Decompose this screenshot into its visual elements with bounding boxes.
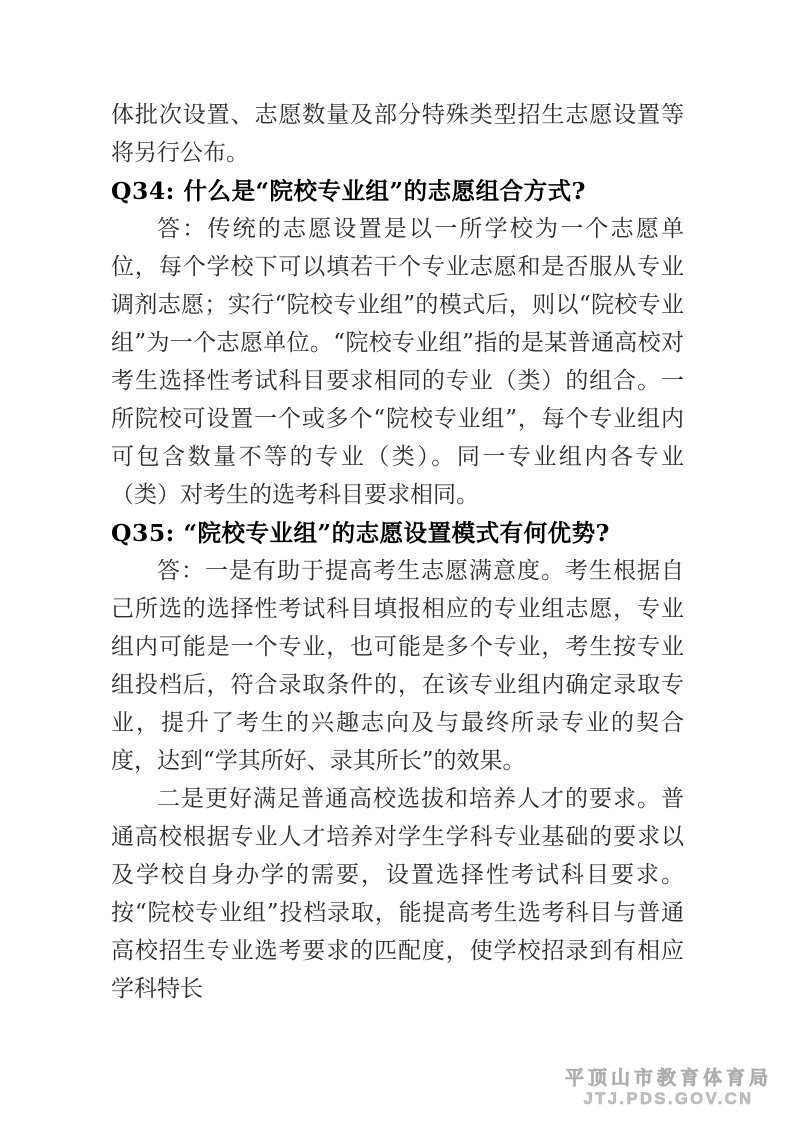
watermark-website-url: JTJ.PDS.GOV.CN: [583, 1090, 754, 1108]
question-q34-heading: Q34: 什么是“院校专业组”的志愿组合方式?: [111, 177, 586, 205]
watermark-agency-name: 平顶山市教育体育局: [564, 1067, 772, 1089]
paragraph-continued-from-previous-page: 体批次设置、志愿数量及部分特殊类型招生志愿设置等将另行公布。: [111, 102, 684, 166]
answer-q35-paragraph-2: 二是更好满足普通高校选拔和培养人才的要求。普通高校根据专业人才培养对学生学科专业基础的要求以及学校自身办学的需要，设置选择性考试科目要求。按“院校专业组”投档录取，能提高考生选考科目与普通高校招生专业选考要求的匹配度，使学校招录到有相应学科特长: [111, 786, 684, 1002]
document-body: [111, 96, 684, 1008]
agency-watermark: [565, 1067, 772, 1110]
question-q35-heading: Q35: “院校专业组”的志愿设置模式有何优势?: [111, 519, 610, 547]
answer-q35-paragraph-1: 答：一是有助于提高考生志愿满意度。考生根据自己所选的选择性考试科目填报相应的专业组志愿，专业组内可能是一个专业，也可能是多个专业，考生按专业组投档后，符合录取条件的，在该专业组内确定录取专业，提升了考生的兴趣志向及与最终所录专业的契合度，达到“学其所好、录其所长”的效果。: [111, 558, 684, 774]
answer-q34-paragraph: 答：传统的志愿设置是以一所学校为一个志愿单位，每个学校下可以填若干个专业志愿和是否服从专业调剂志愿；实行“院校专业组”的模式后，则以“院校专业组”为一个志愿单位。“院校专业组”指的是某普通高校对考生选择性考试科目要求相同的专业（类）的组合。一所院校可设置一个或多个“院校专业组”，每个专业组内可包含数量不等的专业（类）。同一专业组内各专业（类）对考生的选考科目要求相同。: [111, 216, 684, 508]
